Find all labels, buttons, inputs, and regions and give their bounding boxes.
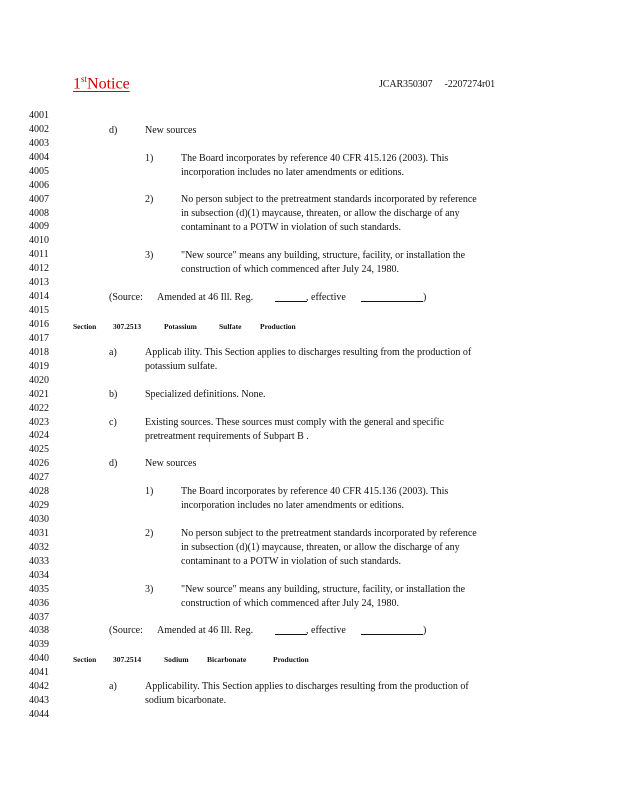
line-number: 4022 — [29, 402, 49, 414]
paragraph-line: Applicab ility. This Section applies to discharges resulting from the production of — [145, 347, 472, 358]
paragraph-line: The Board incorporates by reference 40 CFR 415.126 (2003). This — [181, 153, 449, 164]
source-note-label: (Source: — [109, 292, 143, 303]
item-label: d) — [109, 458, 118, 469]
section-title-word: Production — [273, 655, 309, 664]
item-heading: New sources — [145, 458, 197, 469]
source-note-effective: , effective — [306, 292, 346, 303]
effective-blank — [361, 625, 423, 635]
line-number: 4028 — [29, 486, 49, 498]
section-word: Section — [73, 322, 97, 331]
paragraph-line: potassium sulfate. — [145, 361, 218, 372]
paragraph-line: "New source" means any building, structure, facility, or installation the — [181, 584, 466, 595]
section-title-word: Potassium — [164, 322, 197, 331]
section-title-word: Bicarbonate — [207, 655, 247, 664]
source-note-label: (Source: — [109, 625, 143, 636]
item-label: 1) — [145, 153, 154, 164]
paragraph-line: contaminant to a POTW in violation of such standards. — [181, 556, 402, 567]
paragraph-line: construction of which commenced after July 24, 1980. — [181, 598, 399, 609]
line-number: 4034 — [29, 569, 49, 581]
line-number: 4004 — [29, 151, 49, 163]
line-number: 4005 — [29, 165, 49, 177]
paragraph-line: in subsection (d)(1) maycause, threaten, or allow the discharge of any — [181, 542, 460, 553]
item-label: a) — [109, 681, 117, 692]
item-label: b) — [109, 389, 118, 400]
line-number: 4003 — [29, 137, 49, 149]
line-number: 4037 — [29, 611, 49, 623]
line-number: 4025 — [29, 444, 49, 456]
paragraph-line: No person subject to the pretreatment standards incorporated by reference — [181, 528, 477, 539]
section-number: 307.2514 — [113, 655, 142, 664]
line-number: 4040 — [29, 653, 49, 665]
paragraph-line: pretreatment requirements of Subpart B . — [145, 431, 309, 442]
line-number: 4011 — [29, 249, 49, 261]
line-number: 4035 — [29, 583, 49, 595]
line-number: 4018 — [29, 346, 49, 358]
line-number: 4020 — [29, 374, 49, 386]
item-label: 3) — [145, 584, 154, 595]
line-number: 4023 — [29, 416, 49, 428]
source-note-close: ) — [423, 292, 427, 303]
source-note-close: ) — [423, 625, 427, 636]
line-number: 4007 — [29, 193, 49, 205]
line-number: 4042 — [29, 681, 49, 693]
paragraph-line: Specialized definitions. None. — [145, 389, 266, 400]
line-number: 4031 — [29, 527, 49, 539]
line-number: 4009 — [29, 221, 49, 233]
line-number: 4010 — [29, 235, 49, 247]
source-note-text: Amended at 46 Ill. Reg. — [157, 292, 254, 303]
notice-heading — [73, 74, 138, 93]
line-number: 4041 — [29, 667, 49, 679]
item-label: 3) — [145, 250, 154, 261]
line-number: 4012 — [29, 263, 49, 275]
reg-blank — [275, 292, 307, 302]
paragraph-line: No person subject to the pretreatment standards incorporated by reference — [181, 194, 477, 205]
line-number: 4017 — [29, 332, 49, 344]
item-label: 2) — [145, 528, 154, 539]
paragraph-line: incorporation includes no later amendments or editions. — [181, 167, 404, 178]
line-number: 4043 — [29, 695, 49, 707]
paragraph-line: contaminant to a POTW in violation of such standards. — [181, 222, 402, 233]
paragraph-line: construction of which commenced after July 24, 1980. — [181, 264, 399, 275]
item-heading: New sources — [145, 125, 197, 136]
notice-suffix: st — [81, 74, 88, 84]
item-label: 1) — [145, 486, 154, 497]
section-title-word: Sodium — [164, 655, 189, 664]
paragraph-line: in subsection (d)(1) maycause, threaten, or allow the discharge of any — [181, 208, 460, 219]
paragraph-line: sodium bicarbonate. — [145, 695, 227, 706]
line-number: 4021 — [29, 388, 49, 400]
line-number: 4024 — [29, 430, 49, 442]
line-number: 4027 — [29, 472, 49, 484]
paragraph-line: "New source" means any building, structure, facility, or installation the — [181, 250, 466, 261]
line-number: 4006 — [29, 179, 49, 191]
line-number: 4019 — [29, 360, 49, 372]
effective-blank — [361, 292, 423, 302]
line-number: 4013 — [29, 277, 49, 289]
section-title-word: Sulfate — [219, 322, 242, 331]
line-number: 4026 — [29, 458, 49, 470]
line-number: 4001 — [29, 110, 49, 121]
section-number: 307.2513 — [113, 322, 142, 331]
jcar-code: JCAR350307 — [379, 79, 433, 90]
section-word: Section — [73, 655, 97, 664]
reg-blank — [275, 625, 307, 635]
notice-word: Notice — [87, 75, 130, 93]
line-number: 4033 — [29, 555, 49, 567]
document-code — [379, 79, 495, 90]
item-label: d) — [109, 125, 118, 136]
line-number: 4032 — [29, 541, 49, 553]
line-number: 4029 — [29, 500, 49, 511]
item-label: 2) — [145, 194, 154, 205]
line-number: 4039 — [29, 639, 49, 651]
doc-code: -2207274r01 — [444, 79, 496, 90]
paragraph-line: Existing sources. These sources must comply with the general and specific — [145, 417, 444, 428]
paragraph-line: The Board incorporates by reference 40 CFR 415.136 (2003). This — [181, 486, 449, 497]
line-number: 4002 — [29, 123, 49, 135]
line-number: 4038 — [29, 625, 49, 637]
source-note-effective: , effective — [306, 625, 346, 636]
line-number: 4015 — [29, 305, 49, 316]
source-note-text: Amended at 46 Ill. Reg. — [157, 625, 254, 636]
section-title-word: Production — [260, 322, 296, 331]
line-number: 4036 — [29, 597, 49, 609]
item-label: a) — [109, 347, 117, 358]
line-number: 4014 — [29, 291, 49, 303]
item-label: c) — [109, 417, 117, 428]
paragraph-line: incorporation includes no later amendments or editions. — [181, 500, 404, 511]
paragraph-line: Applicability. This Section applies to discharges resulting from the production of — [145, 681, 469, 692]
line-number: 4016 — [29, 318, 49, 330]
line-number: 4044 — [29, 709, 49, 720]
line-number: 4008 — [29, 207, 49, 219]
notice-number: 1 — [73, 75, 81, 93]
line-number: 4030 — [29, 514, 49, 525]
